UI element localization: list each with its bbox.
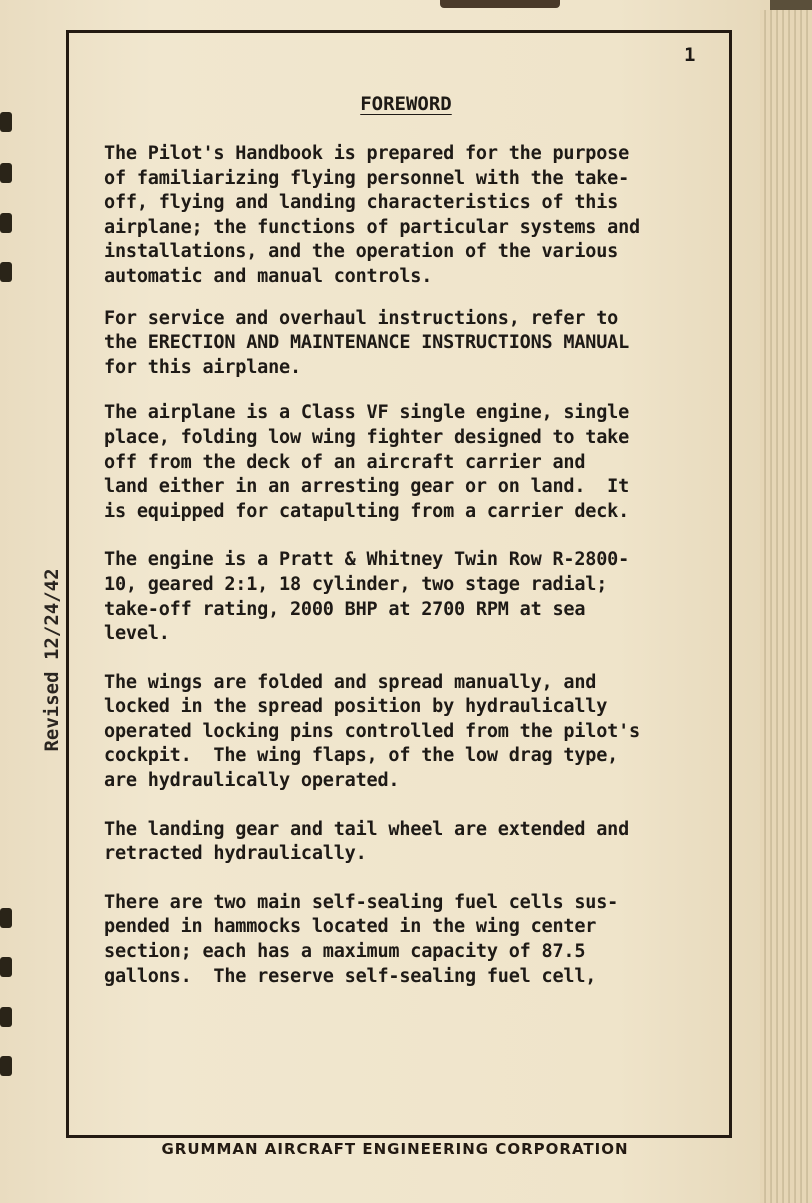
text-line: gallons. The reserve self-sealing fuel cell, xyxy=(104,965,597,987)
text-line: locked in the spread position by hydraulically xyxy=(104,696,608,718)
text-line: take-off rating, 2000 BHP at 2700 RPM at sea xyxy=(104,598,586,620)
paragraph xyxy=(104,891,724,989)
text-line: automatic and manual controls. xyxy=(104,265,433,287)
text-line: level. xyxy=(104,623,170,645)
text-line: land either in an arresting gear or on land. It xyxy=(104,476,630,498)
paragraph xyxy=(104,307,724,381)
binder-ring xyxy=(0,908,12,928)
binder-ring xyxy=(0,957,12,977)
text-line: 10, geared 2:1, 18 cylinder, two stage radial; xyxy=(104,573,608,595)
text-line: is equipped for catapulting from a carrier deck. xyxy=(104,500,630,522)
text-line: place, folding low wing fighter designed to take xyxy=(104,426,630,448)
page-number: 1 xyxy=(684,44,696,66)
footer-company: GRUMMAN AIRCRAFT ENGINEERING CORPORATION xyxy=(161,1140,629,1158)
binder-ring xyxy=(0,1056,12,1076)
text-line: The engine is a Pratt & Whitney Twin Row R-2800- xyxy=(104,549,630,571)
text-line: for this airplane. xyxy=(104,356,301,378)
text-line: are hydraulically operated. xyxy=(104,770,400,792)
binder-ring xyxy=(0,112,12,132)
binder-ring xyxy=(0,262,12,282)
binder-ring xyxy=(0,213,12,233)
text-line: The Pilot's Handbook is prepared for the purpose xyxy=(104,143,630,164)
text-line: installations, and the operation of the various xyxy=(104,241,619,263)
page-title: FOREWORD xyxy=(360,93,452,115)
text-line: off, flying and landing characteristics of this xyxy=(104,192,619,214)
text-line: The wings are folded and spread manually, and xyxy=(104,671,597,693)
text-line: off from the deck of an aircraft carrier and xyxy=(104,451,586,473)
binder-ring xyxy=(0,1007,12,1027)
paragraph xyxy=(104,671,724,794)
paragraph xyxy=(104,142,724,290)
text-line: airplane; the functions of particular systems and xyxy=(104,216,640,238)
page-edges xyxy=(760,10,812,1203)
binding-tab xyxy=(440,0,560,8)
binder-ring xyxy=(0,163,12,183)
foreword-body xyxy=(104,142,724,989)
revision-note: Revised 12/24/42 xyxy=(41,568,63,752)
text-line: There are two main self-sealing fuel cells sus- xyxy=(104,891,619,913)
paragraph xyxy=(104,401,724,524)
text-line: The landing gear and tail wheel are extended and xyxy=(104,818,630,840)
paragraph xyxy=(104,548,724,646)
paragraph xyxy=(104,818,724,867)
text-line: of familiarizing flying personnel with the take- xyxy=(104,167,630,189)
text-line: cockpit. The wing flaps, of the low drag type, xyxy=(104,745,619,767)
text-line: retracted hydraulically. xyxy=(104,843,367,865)
text-line: The airplane is a Class VF single engine, single xyxy=(104,402,630,424)
text-line: the ERECTION AND MAINTENANCE INSTRUCTIONS MANUAL xyxy=(104,332,630,354)
text-line: For service and overhaul instructions, refer to xyxy=(104,307,619,329)
text-line: operated locking pins controlled from the pilot's xyxy=(104,720,640,742)
text-line: pended in hammocks located in the wing center xyxy=(104,916,597,938)
text-line: section; each has a maximum capacity of 87.5 xyxy=(104,941,586,963)
